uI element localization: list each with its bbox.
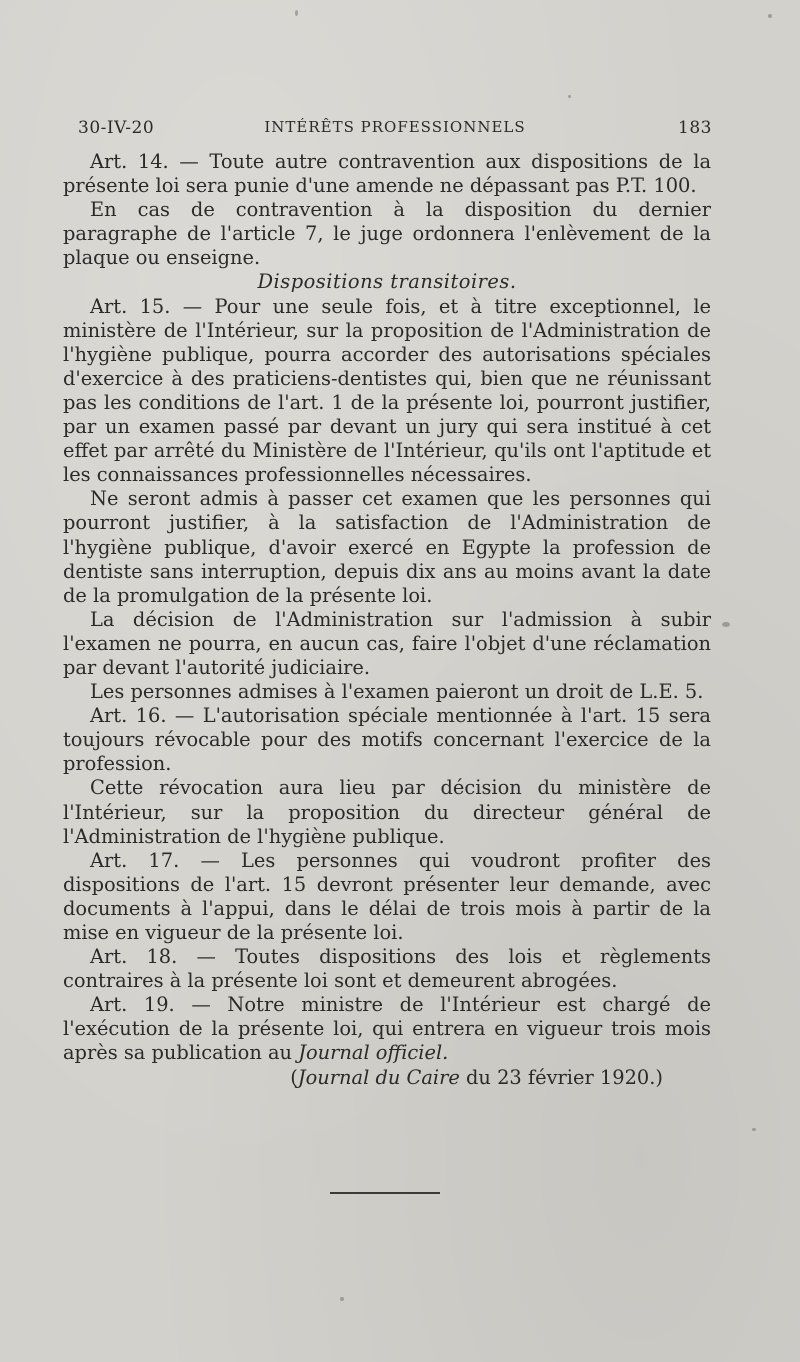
paper-speck	[295, 10, 298, 16]
source-citation	[63, 1066, 711, 1090]
paper-speck	[340, 1297, 344, 1301]
source-journal: Journal du Caire	[297, 1065, 460, 1089]
paragraph-decision: La décision de l'Administration sur l'admission à subir l'examen ne pourra, en aucun cas, faire l'objet d'une réclamation par devant l'autorité judiciaire.	[63, 607, 711, 679]
paragraph-art-14-contravention: En cas de contravention à la disposition du dernier paragraphe de l'article 7, le juge ordonnera l'enlèvement de la plaque ou enseigne.	[63, 198, 711, 270]
paragraph-art-18: Art. 18. — Toutes dispositions des lois et règlements contraires à la présente loi sont et demeurent abrogées.	[63, 945, 711, 993]
source-open-paren: (	[290, 1065, 298, 1089]
journal-officiel: Journal officiel.	[298, 1041, 449, 1065]
paragraph-revocation: Cette révocation aura lieu par décision du ministère de l'Intérieur, sur la proposition du directeur général de l'Administration de l'hygiène publique.	[63, 776, 711, 848]
paragraph-art-19	[63, 993, 711, 1065]
page-number: 183	[678, 118, 712, 138]
paper-speck	[752, 1128, 756, 1131]
paper-speck	[568, 95, 571, 98]
running-title: INTÉRÊTS PROFESSIONNELS	[264, 118, 526, 136]
paragraph-admission: Ne seront admis à passer cet examen que les personnes qui pourront justifier, à la satisfaction de l'Administration de l'hygiène publique, d'avoir exercé en Egypte la profession de dentiste sans interruption, depuis dix ans au moins avant la date de la promulgation de la présente loi.	[63, 487, 711, 607]
art-19-text: Art. 19. — Notre ministre de l'Intérieur est chargé de l'exécution de la présente loi, qui entrera en vigueur trois mois après sa publication au	[63, 993, 711, 1065]
page-header	[78, 118, 712, 142]
end-rule	[330, 1192, 440, 1194]
paragraph-droit: Les personnes admises à l'examen paieront un droit de L.E. 5.	[90, 680, 704, 704]
paragraph-art-16: Art. 16. — L'autorisation spéciale mentionnée à l'art. 15 sera toujours révocable pour des motifs concernant l'exercice de la profession.	[63, 704, 711, 776]
paragraph-art-17: Art. 17. — Les personnes qui voudront profiter des dispositions de l'art. 15 devront présenter leur demande, avec documents à l'appui, dans le délai de trois mois à partir de la mise en vigueur de la présente loi.	[63, 848, 711, 944]
page-body	[63, 150, 711, 1090]
header-date: 30-IV-20	[78, 118, 155, 138]
paper-speck	[722, 622, 730, 627]
section-title: Dispositions transitoires.	[257, 270, 517, 294]
paragraph-art-14: Art. 14. — Toute autre contravention aux dispositions de la présente loi sera punie d'une amende ne dépassant pas P.T. 100.	[63, 150, 711, 198]
paragraph-art-15: Art. 15. — Pour une seule fois, et à titre exceptionnel, le ministère de l'Intérieur, sur la proposition de l'Administration de l'hygiène publique, pourra accorder des autorisations spéciales d'exercice à des praticiens-dentistes qui, bien que ne réunissant pas les conditions de l'art. 1 de la présente loi, pourront justifier, par un examen passé par devant un jury qui sera institué à cet effet par arrêté du Ministère de l'Intérieur, qu'ils ont l'aptitude et les connaissances professionnelles nécessaires.	[63, 294, 711, 487]
source-date: du 23 février 1920.)	[459, 1065, 663, 1089]
paper-speck	[768, 14, 772, 18]
